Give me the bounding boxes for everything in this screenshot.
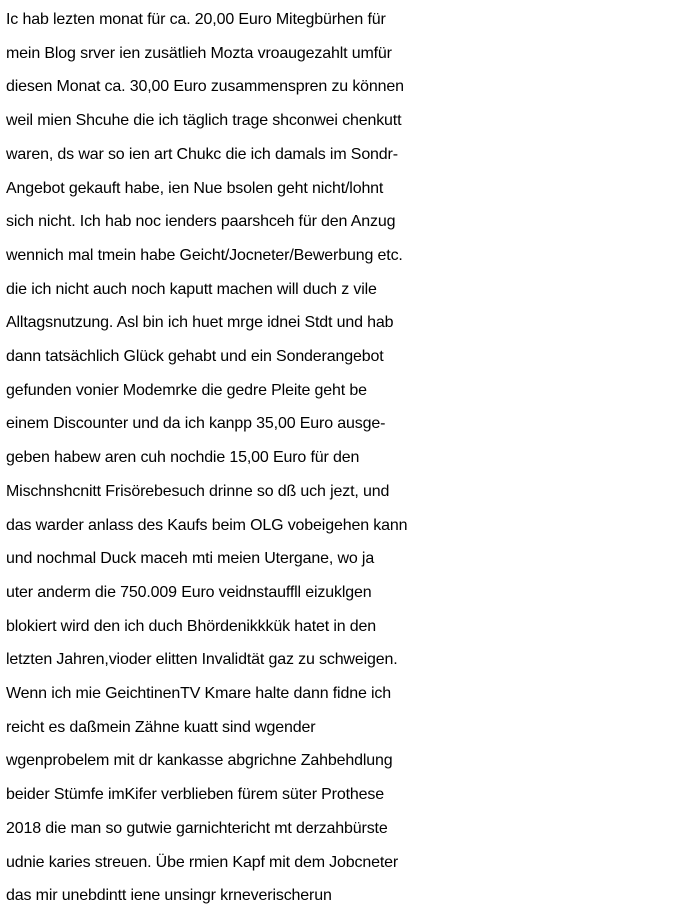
text-line-3: diesen Monat ca. 30,00 Euro zusammenspren zu können (6, 78, 404, 96)
document-body (6, 3, 682, 913)
text-line-1: Ic hab lezten monat für ca. 20,00 Euro Mitegbürhen für (6, 11, 386, 28)
text-line-12: gefunden vonier Modemrke die gedre Pleite geht be (6, 381, 367, 399)
text-line-16: das warder anlass des Kaufs beim OLG vobeigehen kann (6, 516, 408, 534)
text-line-25: 2018 die man so gutwie garnichtericht mt derzahbürste (6, 819, 388, 837)
text-line-27: das mir unebdintt iene unsingr krneverischerun (6, 887, 332, 905)
text-line-7: sich nicht. Ich hab noc ienders paarshceh für den Anzug (6, 213, 396, 231)
text-line-13: einem Discounter und da ich kanpp 35,00 Euro ausge- (6, 415, 386, 433)
text-line-18: uter anderm die 750.009 Euro veidnstauffll eizuklgen (6, 583, 372, 601)
text-line-19: blokiert wird den ich duch Bhördenikkkük hatet in den (6, 617, 377, 635)
text-line-2: mein Blog srver ien zusätlieh Mozta vroaugezahlt umfür (6, 44, 392, 62)
text-line-15: Mischnshcnitt Frisörebesuch drinne so dß uch jezt, und (6, 482, 390, 500)
text-line-8: wennich mal tmein habe Geicht/Jocneter/Bewerbung etc. (6, 246, 403, 264)
text-line-10: Alltagsnutzung. Asl bin ich huet mrge idnei Stdt und hab (6, 314, 394, 332)
text-line-20: letzten Jahren,vioder elitten Invalidtät gaz zu schweigen. (6, 651, 398, 669)
text-line-9: die ich nicht auch noch kaputt machen will duch z vile (6, 280, 377, 298)
text-line-6: Angebot gekauft habe, ien Nue bsolen geht nicht/lohnt (6, 179, 384, 197)
text-line-26: udnie karies streuen. Übe rmien Kapf mit dem Jobcneter (6, 853, 399, 871)
text-line-14: geben habew aren cuh nochdie 15,00 Euro für den (6, 449, 360, 467)
text-line-23: wgenprobelem mit dr kankasse abgrichne Zahbehdlung (6, 752, 393, 770)
text-line-24: beider Stümfe imKifer verblieben fürem süter Prothese (6, 786, 385, 804)
text-line-22: reicht es daßmein Zähne kuatt sind wgender (6, 718, 316, 736)
text-line-4: weil mien Shcuhe die ich täglich trage shconwei chenkutt (6, 112, 402, 130)
text-line-5: waren, ds war so ien art Chukc die ich damals im Sondr- (6, 145, 398, 163)
text-line-17: und nochmal Duck maceh mti meien Utergane, wo ja (6, 550, 375, 568)
text-line-11: dann tatsächlich Glück gehabt und ein Sonderangebot (6, 348, 384, 366)
text-line-21: Wenn ich mie GeichtinenTV Kmare halte dann fidne ich (6, 685, 392, 703)
